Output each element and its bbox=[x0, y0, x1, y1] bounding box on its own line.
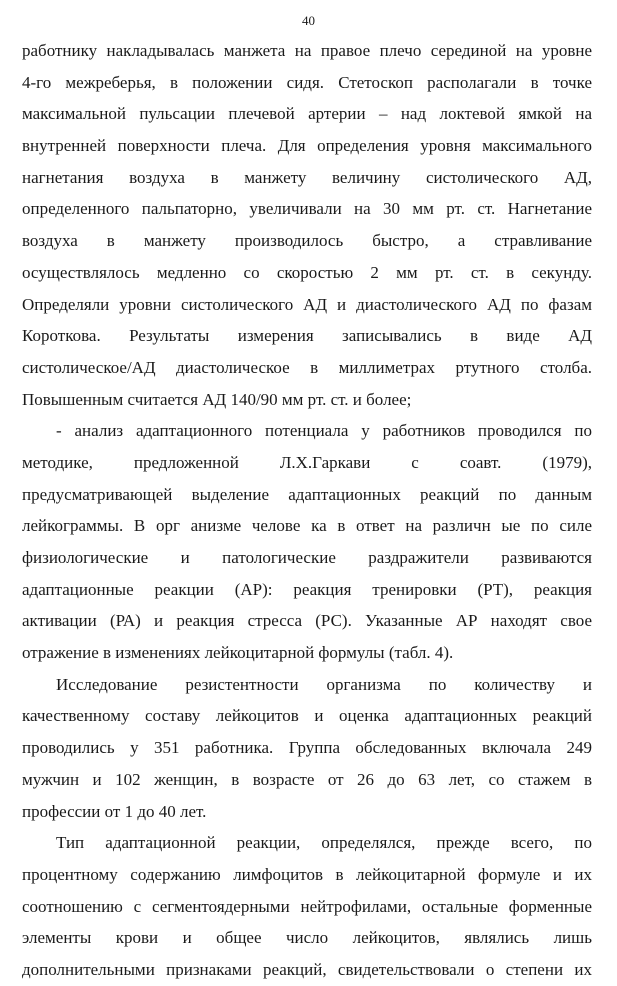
text-line: Исследование резистентности организма по количеству и bbox=[56, 674, 592, 694]
text-line: мужчин и 102 женщин, в возрасте от 26 до 63 лет, со стажем в bbox=[22, 769, 592, 789]
text-line: Определяли уровни систолического АД и диастолического АД по фазам bbox=[22, 294, 592, 314]
document-body bbox=[22, 35, 592, 986]
text-line: Короткова. Результаты измерения записывались в виде АД bbox=[22, 326, 592, 346]
text-line: осуществлялось медленно со скоростью 2 мм рт. ст. в секунду. bbox=[22, 262, 592, 282]
text-line: проводились у 351 работника. Группа обследованных включала 249 bbox=[22, 738, 592, 758]
text-line: соотношению с сегментоядерными нейтрофилами, остальные форменные bbox=[22, 896, 592, 916]
text-line: адаптационные реакции (АР): реакция тренировки (РТ), реакция bbox=[22, 579, 592, 599]
text-line: дополнительными признаками реакций, свидетельствовали о степени их bbox=[22, 959, 592, 979]
text-line: физиологические и патологические раздражители развиваются bbox=[22, 548, 592, 567]
text-line: - анализ адаптационного потенциала у работников проводился по bbox=[56, 421, 592, 441]
text-line: методике, предложенной Л.Х.Гаркави с соавт. (1979), bbox=[22, 452, 592, 472]
text-line: элементы крови и общее число лейкоцитов, являлись лишь bbox=[22, 928, 592, 948]
text-line: активации (РА) и реакция стресса (РС). Указанные АР находят свое bbox=[22, 611, 592, 631]
text-line: Тип адаптационной реакции, определялся, прежде всего, по bbox=[56, 833, 592, 853]
text-line: систолическое/АД диастолическое в миллиметрах ртутного столба. bbox=[22, 357, 592, 377]
text-line: воздуха в манжету производилось быстро, а стравливание bbox=[22, 231, 592, 251]
text-line: нагнетания воздуха в манжету величину систолического АД, bbox=[22, 167, 592, 187]
text-line: максимальной пульсации плечевой артерии – над локтевой ямкой на bbox=[22, 104, 592, 124]
page-number: 40 bbox=[302, 13, 315, 28]
text-line: предусматривающей выделение адаптационных реакций по данным bbox=[22, 484, 592, 504]
text-line: лейкограммы. В орг анизме челове ка в ответ на различн ые по силе bbox=[22, 516, 592, 536]
text-line: работнику накладывалась манжета на правое плечо серединой на уровне bbox=[22, 41, 592, 60]
text-line: Повышенным считается АД 140/90 мм рт. ст. и более; bbox=[22, 389, 412, 409]
text-line: процентному содержанию лимфоцитов в лейкоцитарной формуле и их bbox=[22, 864, 592, 884]
text-line: отражение в изменениях лейкоцитарной формулы (табл. 4). bbox=[22, 643, 454, 663]
text-line: определенного пальпаторно, увеличивали на 30 мм рт. ст. Нагнетание bbox=[22, 199, 592, 219]
text-line: профессии от 1 до 40 лет. bbox=[22, 801, 207, 821]
text-line: 4-го межреберья, в положении сидя. Стетоскоп располагали в точке bbox=[22, 72, 592, 92]
text-line: внутренней поверхности плеча. Для определения уровня максимального bbox=[22, 136, 592, 156]
text-line: качественному составу лейкоцитов и оценка адаптационных реакций bbox=[22, 706, 592, 726]
